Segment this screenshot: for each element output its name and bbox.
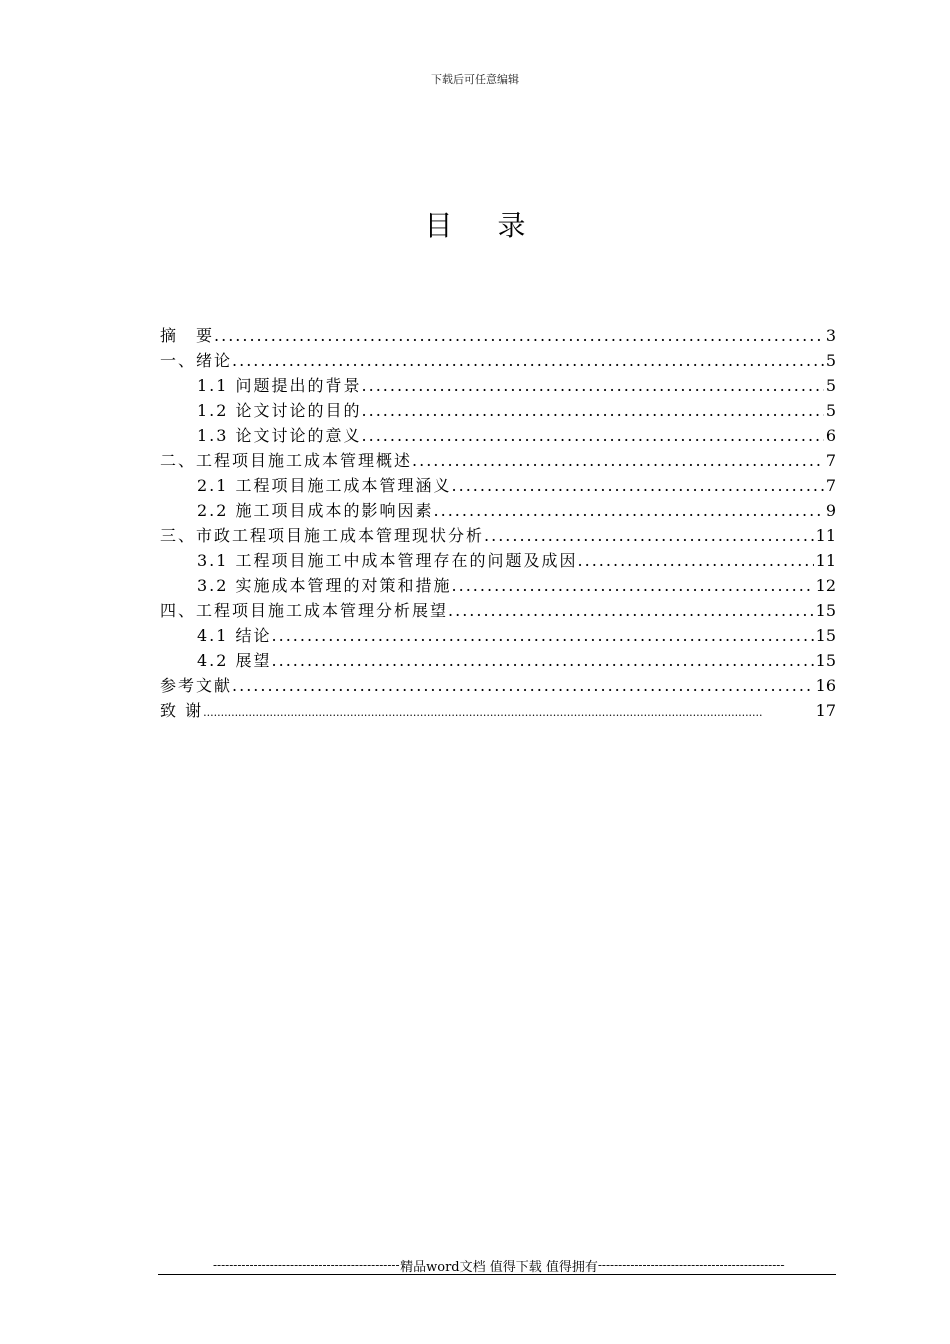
toc-entry-page: 16 xyxy=(815,676,836,695)
toc-entry[interactable] xyxy=(160,498,836,523)
footer-dash-left xyxy=(213,1258,400,1272)
toc-entry-page: 15 xyxy=(815,601,836,620)
toc-dot-leader xyxy=(232,348,824,373)
toc-entry-label: 1.1 问题提出的背景 xyxy=(197,376,362,395)
toc-dot-leader xyxy=(272,623,814,648)
toc-entry[interactable] xyxy=(160,448,836,473)
toc-dot-leader xyxy=(484,523,814,548)
toc-dot-leader xyxy=(578,548,814,573)
toc-entry-page: 15 xyxy=(815,651,836,670)
footer-divider xyxy=(158,1274,836,1275)
toc-dot-leader xyxy=(412,448,824,473)
toc-dot-leader xyxy=(434,498,824,523)
toc-entry-label: 三、市政工程项目施工成本管理现状分析 xyxy=(160,526,485,545)
toc-entry-page: 7 xyxy=(825,451,836,470)
toc-entry-label: 3.2 实施成本管理的对策和措施 xyxy=(197,576,452,595)
toc-dot-leader xyxy=(452,473,824,498)
toc-entry-page: 5 xyxy=(825,351,836,370)
toc-entry[interactable] xyxy=(160,423,836,448)
page-title: 目 录 xyxy=(424,209,544,242)
toc-entry-page: 17 xyxy=(815,701,836,720)
toc-entry-label: 4.1 结论 xyxy=(197,626,272,645)
toc-entry-label: 二、工程项目施工成本管理概述 xyxy=(160,451,413,470)
toc-entry-label: 四、工程项目施工成本管理分析展望 xyxy=(160,601,449,620)
toc-entry-label: 1.3 论文讨论的意义 xyxy=(197,426,362,445)
toc-dot-leader xyxy=(362,373,824,398)
toc-dot-leader xyxy=(232,673,814,698)
toc-entry[interactable] xyxy=(160,323,836,348)
table-of-contents xyxy=(160,323,836,723)
footer-text: 精品word文档 值得下载 值得拥有 xyxy=(400,1259,598,1274)
toc-entry-label: 2.1 工程项目施工成本管理涵义 xyxy=(197,476,452,495)
toc-entry[interactable] xyxy=(160,348,836,373)
toc-dot-leader xyxy=(214,323,824,348)
toc-entry-label: 4.2 展望 xyxy=(197,651,272,670)
toc-dot-leader xyxy=(362,423,824,448)
toc-entry-page: 7 xyxy=(825,476,836,495)
toc-entry[interactable] xyxy=(160,373,836,398)
toc-entry-page: 9 xyxy=(825,501,836,520)
toc-entry-page: 5 xyxy=(825,401,836,420)
toc-entry-label: 致 谢 xyxy=(160,701,204,720)
toc-dot-leader xyxy=(203,700,814,723)
toc-dot-leader xyxy=(272,648,814,673)
toc-entry[interactable] xyxy=(160,523,836,548)
toc-entry[interactable] xyxy=(160,473,836,498)
toc-entry-page: 3 xyxy=(825,326,836,345)
toc-entry[interactable] xyxy=(160,623,836,648)
toc-entry-page: 5 xyxy=(825,376,836,395)
toc-entry-label: 1.2 论文讨论的目的 xyxy=(197,401,362,420)
toc-entry[interactable] xyxy=(160,573,836,598)
toc-entry-page: 12 xyxy=(815,576,836,595)
toc-dot-leader xyxy=(452,573,814,598)
toc-entry[interactable] xyxy=(160,698,836,723)
toc-dot-leader xyxy=(448,598,814,623)
toc-entry-page: 11 xyxy=(815,551,836,570)
toc-entry-label: 2.2 施工项目成本的影响因素 xyxy=(197,501,434,520)
toc-entry[interactable] xyxy=(160,673,836,698)
toc-entry[interactable] xyxy=(160,548,836,573)
toc-entry-page: 11 xyxy=(815,526,836,545)
page-footer xyxy=(213,1256,785,1274)
toc-entry[interactable] xyxy=(160,648,836,673)
page-header-note: 下载后可任意编辑 xyxy=(431,73,519,86)
toc-entry[interactable] xyxy=(160,598,836,623)
toc-entry-page: 15 xyxy=(815,626,836,645)
toc-entry-label: 参考文献 xyxy=(160,676,233,695)
toc-dot-leader xyxy=(362,398,824,423)
toc-entry-page: 6 xyxy=(825,426,836,445)
footer-dash-right xyxy=(598,1258,785,1272)
toc-entry-label: 摘 要 xyxy=(160,326,215,345)
toc-entry-label: 一、绪论 xyxy=(160,351,233,370)
toc-entry[interactable] xyxy=(160,398,836,423)
toc-entry-label: 3.1 工程项目施工中成本管理存在的问题及成因 xyxy=(197,551,578,570)
